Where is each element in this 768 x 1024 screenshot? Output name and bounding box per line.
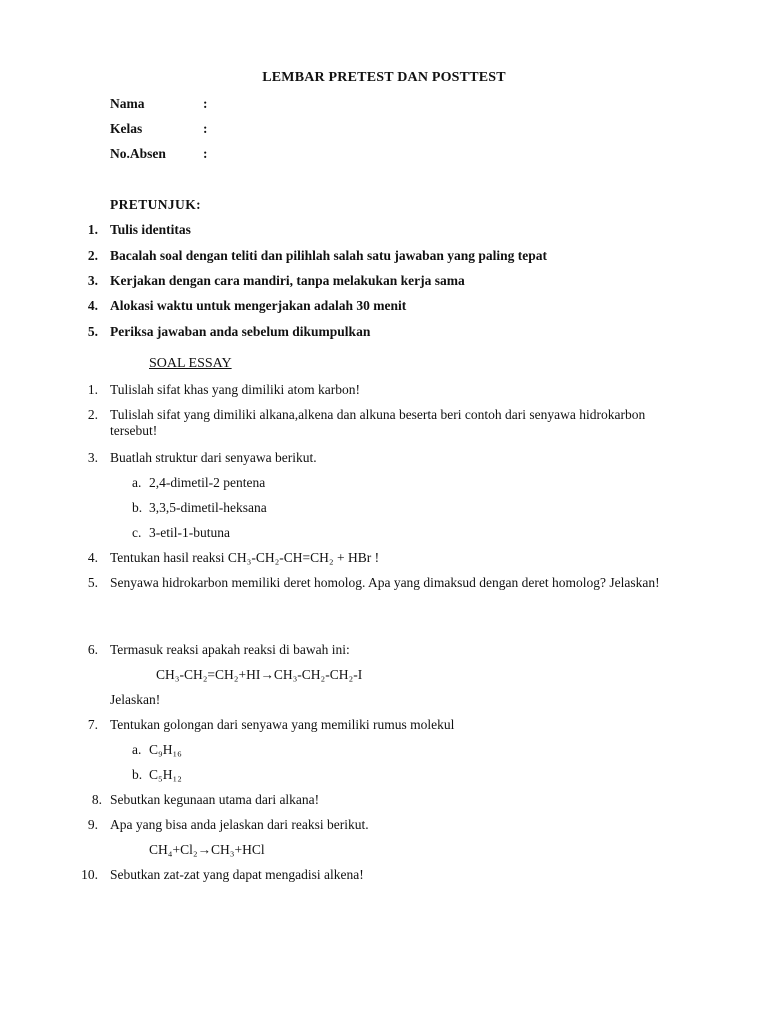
question-number: 5. (87, 575, 98, 590)
option-text: 3,3,5-dimetil-heksana (149, 500, 267, 515)
option-text: C₉H₁₆ (149, 742, 182, 757)
option-label: a. (132, 742, 142, 757)
identity-colon-nama: : (203, 96, 208, 111)
question-number: 6. (87, 642, 98, 657)
question-number: 2. (87, 407, 98, 422)
question-text: Termasuk reaksi apakah reaksi di bawah ini: (110, 642, 350, 657)
page-title: LEMBAR PRETEST DAN POSTTEST (262, 70, 506, 85)
instruction-number: 1. (87, 222, 98, 237)
identity-label-nama: Nama (110, 96, 145, 111)
reaction-equation: CH₄+Cl₂→CH₃+HCl (149, 842, 265, 857)
option-label: b. (132, 500, 143, 515)
question-number: 4. (87, 550, 98, 565)
instruction-number: 3. (87, 273, 98, 288)
question-number: 1. (87, 382, 98, 397)
instruction-number: 2. (87, 248, 98, 263)
instructions-heading: PRETUNJUK: (110, 197, 201, 212)
question-text: Tentukan golongan dari senyawa yang memiliki rumus molekul (110, 717, 455, 732)
option-label: c. (132, 525, 142, 540)
instruction-number: 5. (87, 324, 98, 339)
option-label: a. (132, 475, 142, 490)
question-number: 10. (81, 867, 98, 882)
option-label: b. (132, 767, 143, 782)
question-text: Senyawa hidrokarbon memiliki deret homolog. Apa yang dimaksud dengan deret homolog? Jelaskan! (110, 575, 660, 590)
question-followup: Jelaskan! (110, 692, 161, 707)
instruction-text: Kerjakan dengan cara mandiri, tanpa melakukan kerja sama (110, 273, 465, 288)
question-number: 3. (87, 450, 98, 465)
question-number: 9. (87, 817, 98, 832)
option-text: 3-etil-1-butuna (149, 525, 230, 540)
reaction-equation: CH₃-CH₂=CH₂+HI→CH₃-CH₂-CH₂-I (156, 667, 363, 682)
identity-label-absen: No.Absen (110, 146, 166, 161)
question-text: Tentukan hasil reaksi CH₃-CH₂-CH=CH₂ + HBr ! (110, 550, 380, 565)
question-number: 7. (87, 717, 98, 732)
question-text: Tulislah sifat yang dimiliki alkana,alkena dan alkuna beserta beri contoh dari senyawa hidrokarbon tersebut! (110, 407, 646, 438)
instruction-number: 4. (87, 298, 98, 313)
question-text: Apa yang bisa anda jelaskan dari reaksi berikut. (110, 817, 369, 832)
question-text: Sebutkan kegunaan utama dari alkana! (110, 792, 320, 807)
essay-heading: SOAL ESSAY (149, 356, 232, 371)
instruction-text: Periksa jawaban anda sebelum dikumpulkan (110, 324, 371, 339)
question-text: Tulislah sifat khas yang dimiliki atom karbon! (110, 382, 360, 397)
identity-colon-absen: : (203, 146, 208, 161)
question-number: 8. (91, 792, 102, 807)
question-text: Sebutkan zat-zat yang dapat mengadisi alkena! (110, 867, 364, 882)
identity-label-kelas: Kelas (110, 121, 143, 136)
instruction-text: Alokasi waktu untuk mengerjakan adalah 30 menit (110, 298, 407, 313)
option-text: 2,4-dimetil-2 pentena (149, 475, 266, 490)
option-text: C₅H₁₂ (149, 767, 182, 782)
identity-colon-kelas: : (203, 121, 208, 136)
question-text: Buatlah struktur dari senyawa berikut. (110, 450, 317, 465)
instruction-text: Tulis identitas (110, 222, 191, 237)
instruction-text: Bacalah soal dengan teliti dan pilihlah salah satu jawaban yang paling tepat (110, 248, 547, 263)
